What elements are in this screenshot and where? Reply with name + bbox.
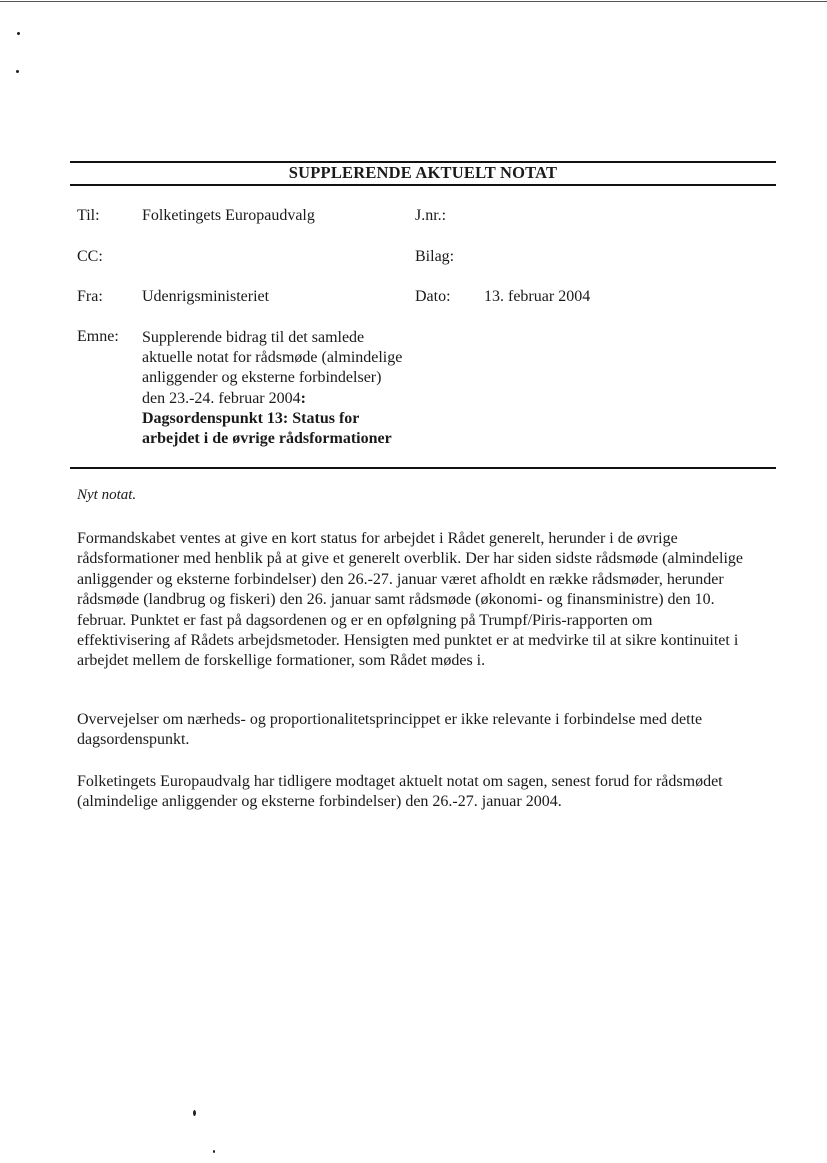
dato-label: Dato: — [415, 288, 451, 305]
scan-speck — [16, 70, 19, 73]
body-paragraph: Formandskabet ventes at give en kort status for arbejdet i Rådet generelt, herunder i de øvrige rådsformationer med henblik på at give et generelt overblik. Der har siden sidste rådsmøde (almindelige anliggender og eksterne forbindelser) den 26.-27. januar været afholdt en række rådsmøder, herunder rådsmøde (landbrug og fiskeri) den 26. januar samt rådsmøde (økonomi- og finansministre) den 10. februar. Punktet er fast på dagsordenen og er en opfølgning på Trumpf/Piris-rapporten om effektivisering af Rådets arbejdsmetoder. Hensigten med punktet er at medvirke til at sikre kontinuitet i arbejdet mellem de forskellige formationer, som Rådet mødes i. — [77, 530, 743, 670]
fra-value: Udenrigsministeriet — [142, 288, 270, 305]
emne-text: Supplerende bidrag til det samlede aktuelle notat for rådsmøde (almindelige anliggender og eksterne forbindelser) den 23.-24. februar 2004 — [142, 329, 403, 407]
body-paragraph: Folketingets Europaudvalg har tidligere modtaget aktuelt notat om sagen, senest forud for rådsmødet (almindelige anliggender og eksterne forbindelser) den 26.-27. januar 2004. — [77, 773, 723, 811]
note-label: Nyt notat. — [77, 487, 137, 503]
jnr-label: J.nr.: — [415, 207, 447, 224]
scan-top-edge — [0, 1, 827, 2]
emne-value — [142, 328, 407, 449]
emne-label: Emne: — [77, 328, 119, 345]
scan-speck — [213, 1150, 215, 1153]
body-paragraph: Overvejelser om nærheds- og proportionalitetsprincippet er ikke relevante i forbindelse med dette dagsordenspunkt. — [77, 711, 703, 749]
title-bottom-rule — [70, 184, 776, 186]
emne-bold-text: : Dagsordenspunkt 13: Status for arbejdet i de øvrige rådsformationer — [142, 389, 392, 448]
header-bottom-rule — [70, 467, 776, 469]
til-label: Til: — [77, 207, 100, 224]
fra-label: Fra: — [77, 288, 103, 305]
dato-value: 13. februar 2004 — [484, 288, 591, 305]
til-value: Folketingets Europaudvalg — [142, 207, 315, 224]
scan-speck — [17, 32, 20, 35]
bilag-label: Bilag: — [415, 248, 455, 265]
cc-label: CC: — [77, 248, 103, 265]
scan-speck — [193, 1110, 196, 1116]
document-title: SUPPLERENDE AKTUELT NOTAT — [288, 163, 558, 182]
